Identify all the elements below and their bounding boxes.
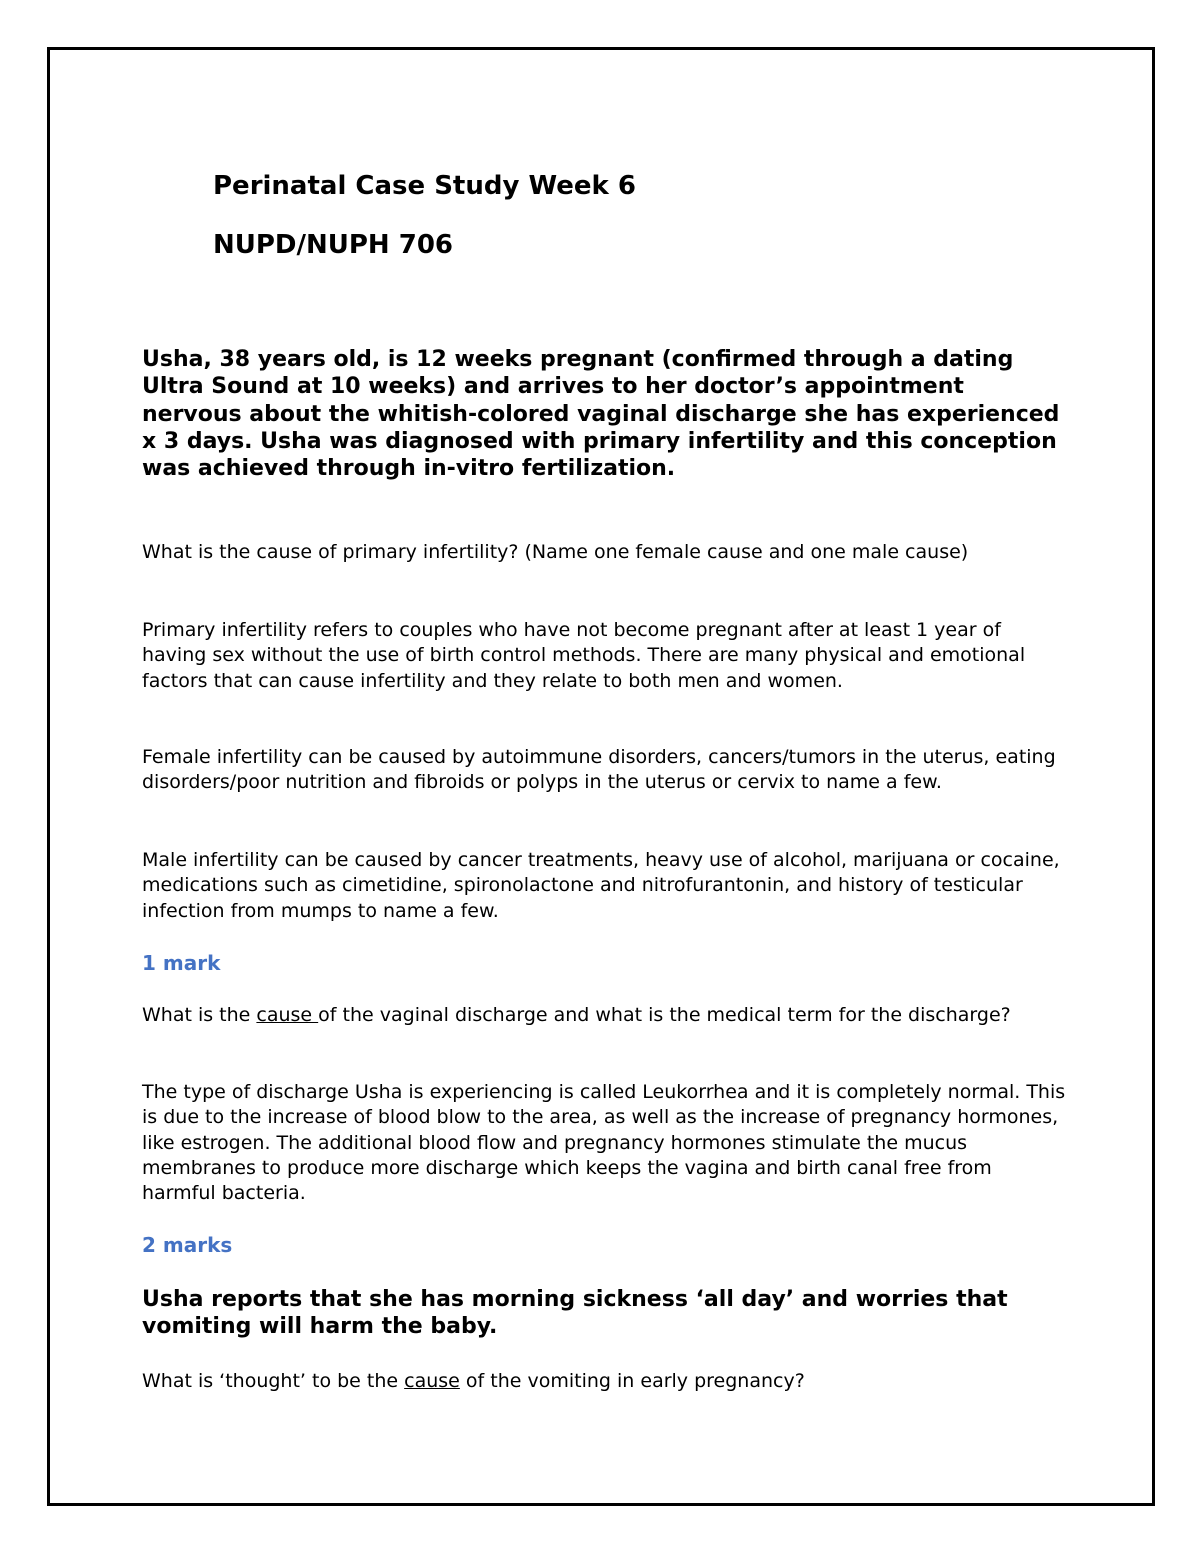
question-2-pre: What is the: [142, 1004, 257, 1026]
course-code: NUPD/NUPH 706: [213, 230, 454, 260]
question-3-pre: What is ‘thought’ to be the: [142, 1370, 405, 1392]
question-2-post: of the vaginal discharge and what is the medical term for the discharge?: [318, 1004, 1011, 1026]
marks-label-2: 2 marks: [142, 1233, 233, 1257]
answer-1-paragraph-3: Male infertility can be caused by cancer treatments, heavy use of alcohol, marijuana or cocaine, medications such as cimetidine, spironolactone and nitrofurantonin, and history of testicular infection from mumps to name a few.: [142, 849, 1060, 922]
question-2: [142, 1003, 1067, 1028]
answer-1-paragraph-1: Primary infertility refers to couples who have not become pregnant after at least 1 year of having sex without the use of birth control methods. There are many physical and emotional factors that can cause infertility and they relate to both men and women.: [142, 619, 1026, 692]
answer-2: The type of discharge Usha is experiencing is called Leukorrhea and it is completely normal. This is due to the increase of blood blow to the area, as well as the increase of pregnancy hormones, like estrogen. The additional blood flow and pregnancy hormones stimulate the mucus membranes to produce more discharge which keeps the vagina and birth canal free from harmful bacteria.: [142, 1081, 1066, 1205]
marks-label-1: 1 mark: [142, 951, 221, 975]
answer-1-paragraph-2: Female infertility can be caused by autoimmune disorders, cancers/tumors in the uterus, eating disorders/poor nutrition and fibroids or polyps in the uterus or cervix to name a few.: [142, 746, 1056, 794]
document-title: Perinatal Case Study Week 6: [213, 171, 636, 201]
question-3-post: of the vomiting in early pregnancy?: [459, 1370, 805, 1392]
case-intro: Usha, 38 years old, is 12 weeks pregnant (confirmed through a dating Ultra Sound at 10 weeks) and arrives to her doctor’s appointment nervous about the whitish-colored vaginal discharge she has experienced x 3 days. Usha was diagnosed with primary infertility and this conception was achieved through in-vitro fertilization.: [142, 347, 1060, 482]
question-1: What is the cause of primary infertility? (Name one female cause and one male cause): [142, 541, 969, 563]
case-followup: Usha reports that she has morning sickness ‘all day’ and worries that vomiting will harm the baby.: [142, 1287, 1008, 1340]
question-3-underlined: cause: [404, 1370, 460, 1392]
question-3: [142, 1369, 1067, 1394]
question-2-underlined: cause: [256, 1004, 319, 1026]
